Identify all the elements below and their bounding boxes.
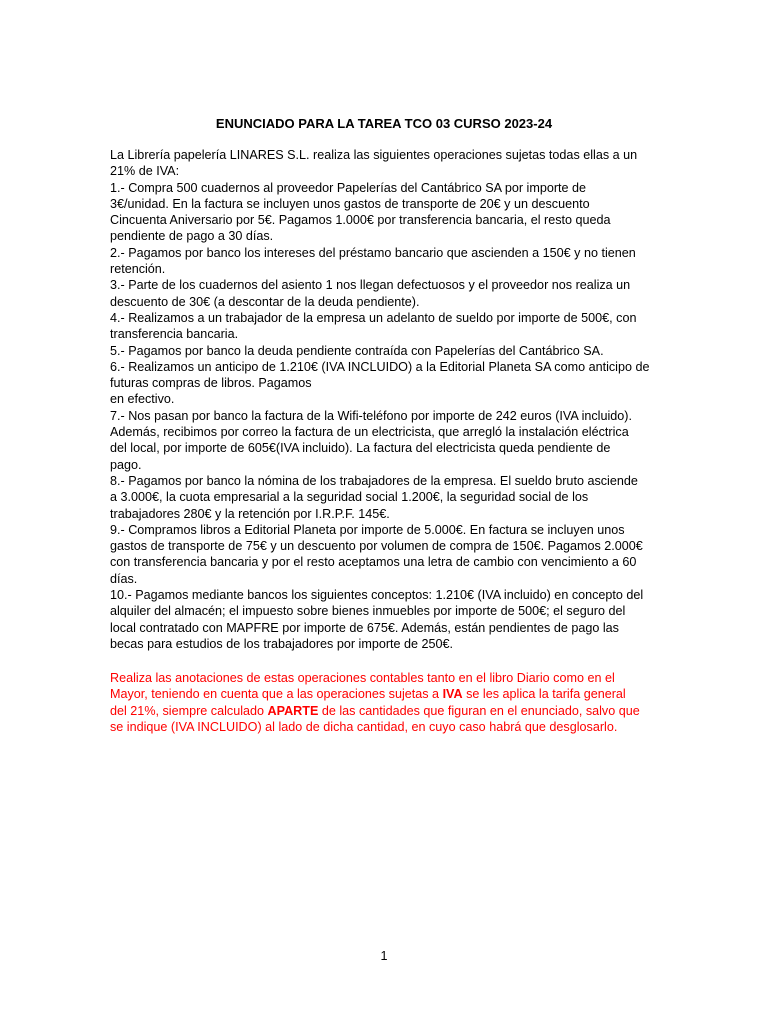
instructions-text: de las cantidades que figuran en el enunciado, salvo que bbox=[318, 703, 640, 718]
instructions-line: se indique (IVA INCLUIDO) al lado de dicha cantidad, en cuyo caso habrá que desglosarlo. bbox=[110, 719, 618, 734]
statement-line: con transferencia bancaria y por el resto aceptamos una letra de cambio con vencimiento a 60 bbox=[110, 555, 637, 570]
statement-line: 5.- Pagamos por banco la deuda pendiente contraída con Papelerías del Cantábrico SA. bbox=[110, 343, 604, 358]
statement-line: becas para estudios de los trabajadores por importe de 250€. bbox=[110, 636, 454, 651]
statement-line: retención. bbox=[110, 262, 166, 277]
instructions-line: Realiza las anotaciones de estas operaciones contables tanto en el libro Diario como en el bbox=[110, 671, 615, 685]
statement-line: 3€/unidad. En la factura se incluyen unos gastos de transporte de 20€ y un descuento bbox=[110, 196, 590, 211]
statement-line: La Librería papelería LINARES S.L. realiza las siguientes operaciones sujetas todas ellas a un bbox=[110, 148, 638, 162]
instructions-text: Mayor, teniendo en cuenta que a las operaciones sujetas a bbox=[110, 687, 443, 702]
statement-line: Además, recibimos por correo la factura de un electricista, que arregló la instalación eléctrica bbox=[110, 425, 629, 440]
statement-line: transferencia bancaria. bbox=[110, 327, 239, 342]
statement-line: 1.- Compra 500 cuadernos al proveedor Papelerías del Cantábrico SA por importe de bbox=[110, 180, 587, 195]
emphasis-iva: IVA bbox=[442, 687, 463, 702]
statement-line: 2.- Pagamos por banco los intereses del préstamo bancario que ascienden a 150€ y no tienen bbox=[110, 245, 636, 260]
statement-line: del local, por importe de 605€(IVA incluido). La factura del electricista queda pendiente de bbox=[110, 441, 611, 456]
statement-line: en efectivo. bbox=[110, 392, 175, 407]
instructions-text: se les aplica la tarifa general bbox=[462, 687, 626, 702]
statement-line: futuras compras de libros. Pagamos bbox=[110, 376, 312, 391]
statement-line: trabajadores 280€ y la retención por I.R.P.F. 145€. bbox=[110, 506, 390, 521]
statement-line: alquiler del almacén; el impuesto sobre bienes inmuebles por importe de 500€; el seguro del bbox=[110, 604, 626, 619]
statement-line: pago. bbox=[110, 457, 142, 472]
statement-line: local contratado con MAPFRE por importe de 675€. Además, están pendientes de pago las bbox=[110, 620, 619, 635]
emphasis-aparte: APARTE bbox=[267, 703, 319, 718]
instructions-line bbox=[110, 703, 658, 719]
statement-line: 10.- Pagamos mediante bancos los siguientes conceptos: 1.210€ (IVA incluido) en concepto del bbox=[110, 588, 644, 603]
statement-line: días. bbox=[110, 571, 138, 586]
statement-line: 9.- Compramos libros a Editorial Planeta por importe de 5.000€. En factura se incluyen unos bbox=[110, 522, 625, 537]
statement-line: 21% de IVA: bbox=[110, 164, 180, 179]
statement-line: 6.- Realizamos un anticipo de 1.210€ (IVA INCLUIDO) a la Editorial Planeta SA como anticipo de bbox=[110, 359, 650, 374]
statement-line: 8.- Pagamos por banco la nómina de los trabajadores de la empresa. El sueldo bruto asciende bbox=[110, 473, 638, 488]
instructions-text: del 21%, siempre calculado bbox=[110, 703, 268, 718]
statement-line: descuento de 30€ (a descontar de la deuda pendiente). bbox=[110, 294, 420, 309]
statement-line: gastos de transporte de 75€ y un descuento por volumen de compra de 150€. Pagamos 2.000€ bbox=[110, 539, 643, 554]
statement-line: Cincuenta Aniversario por 5€. Pagamos 1.000€ por transferencia bancaria, el resto queda bbox=[110, 213, 611, 228]
exercise-statement bbox=[110, 147, 658, 652]
statement-line: a 3.000€, la cuota empresarial a la seguridad social 1.200€, la seguridad social de los bbox=[110, 490, 589, 505]
page-number: 1 bbox=[380, 949, 388, 963]
statement-line: 3.- Parte de los cuadernos del asiento 1 nos llegan defectuosos y el proveedor nos realiza un bbox=[110, 278, 631, 293]
statement-line: pendiente de pago a 30 días. bbox=[110, 229, 274, 244]
document-title: ENUNCIADO PARA LA TAREA TCO 03 CURSO 2023-24 bbox=[215, 116, 553, 131]
instructions-paragraph bbox=[110, 670, 658, 735]
statement-line: 7.- Nos pasan por banco la factura de la Wifi-teléfono por importe de 242 euros (IVA incluido). bbox=[110, 408, 632, 423]
instructions-line bbox=[110, 686, 658, 702]
statement-line: 4.- Realizamos a un trabajador de la empresa un adelanto de sueldo por importe de 500€, con bbox=[110, 310, 637, 325]
